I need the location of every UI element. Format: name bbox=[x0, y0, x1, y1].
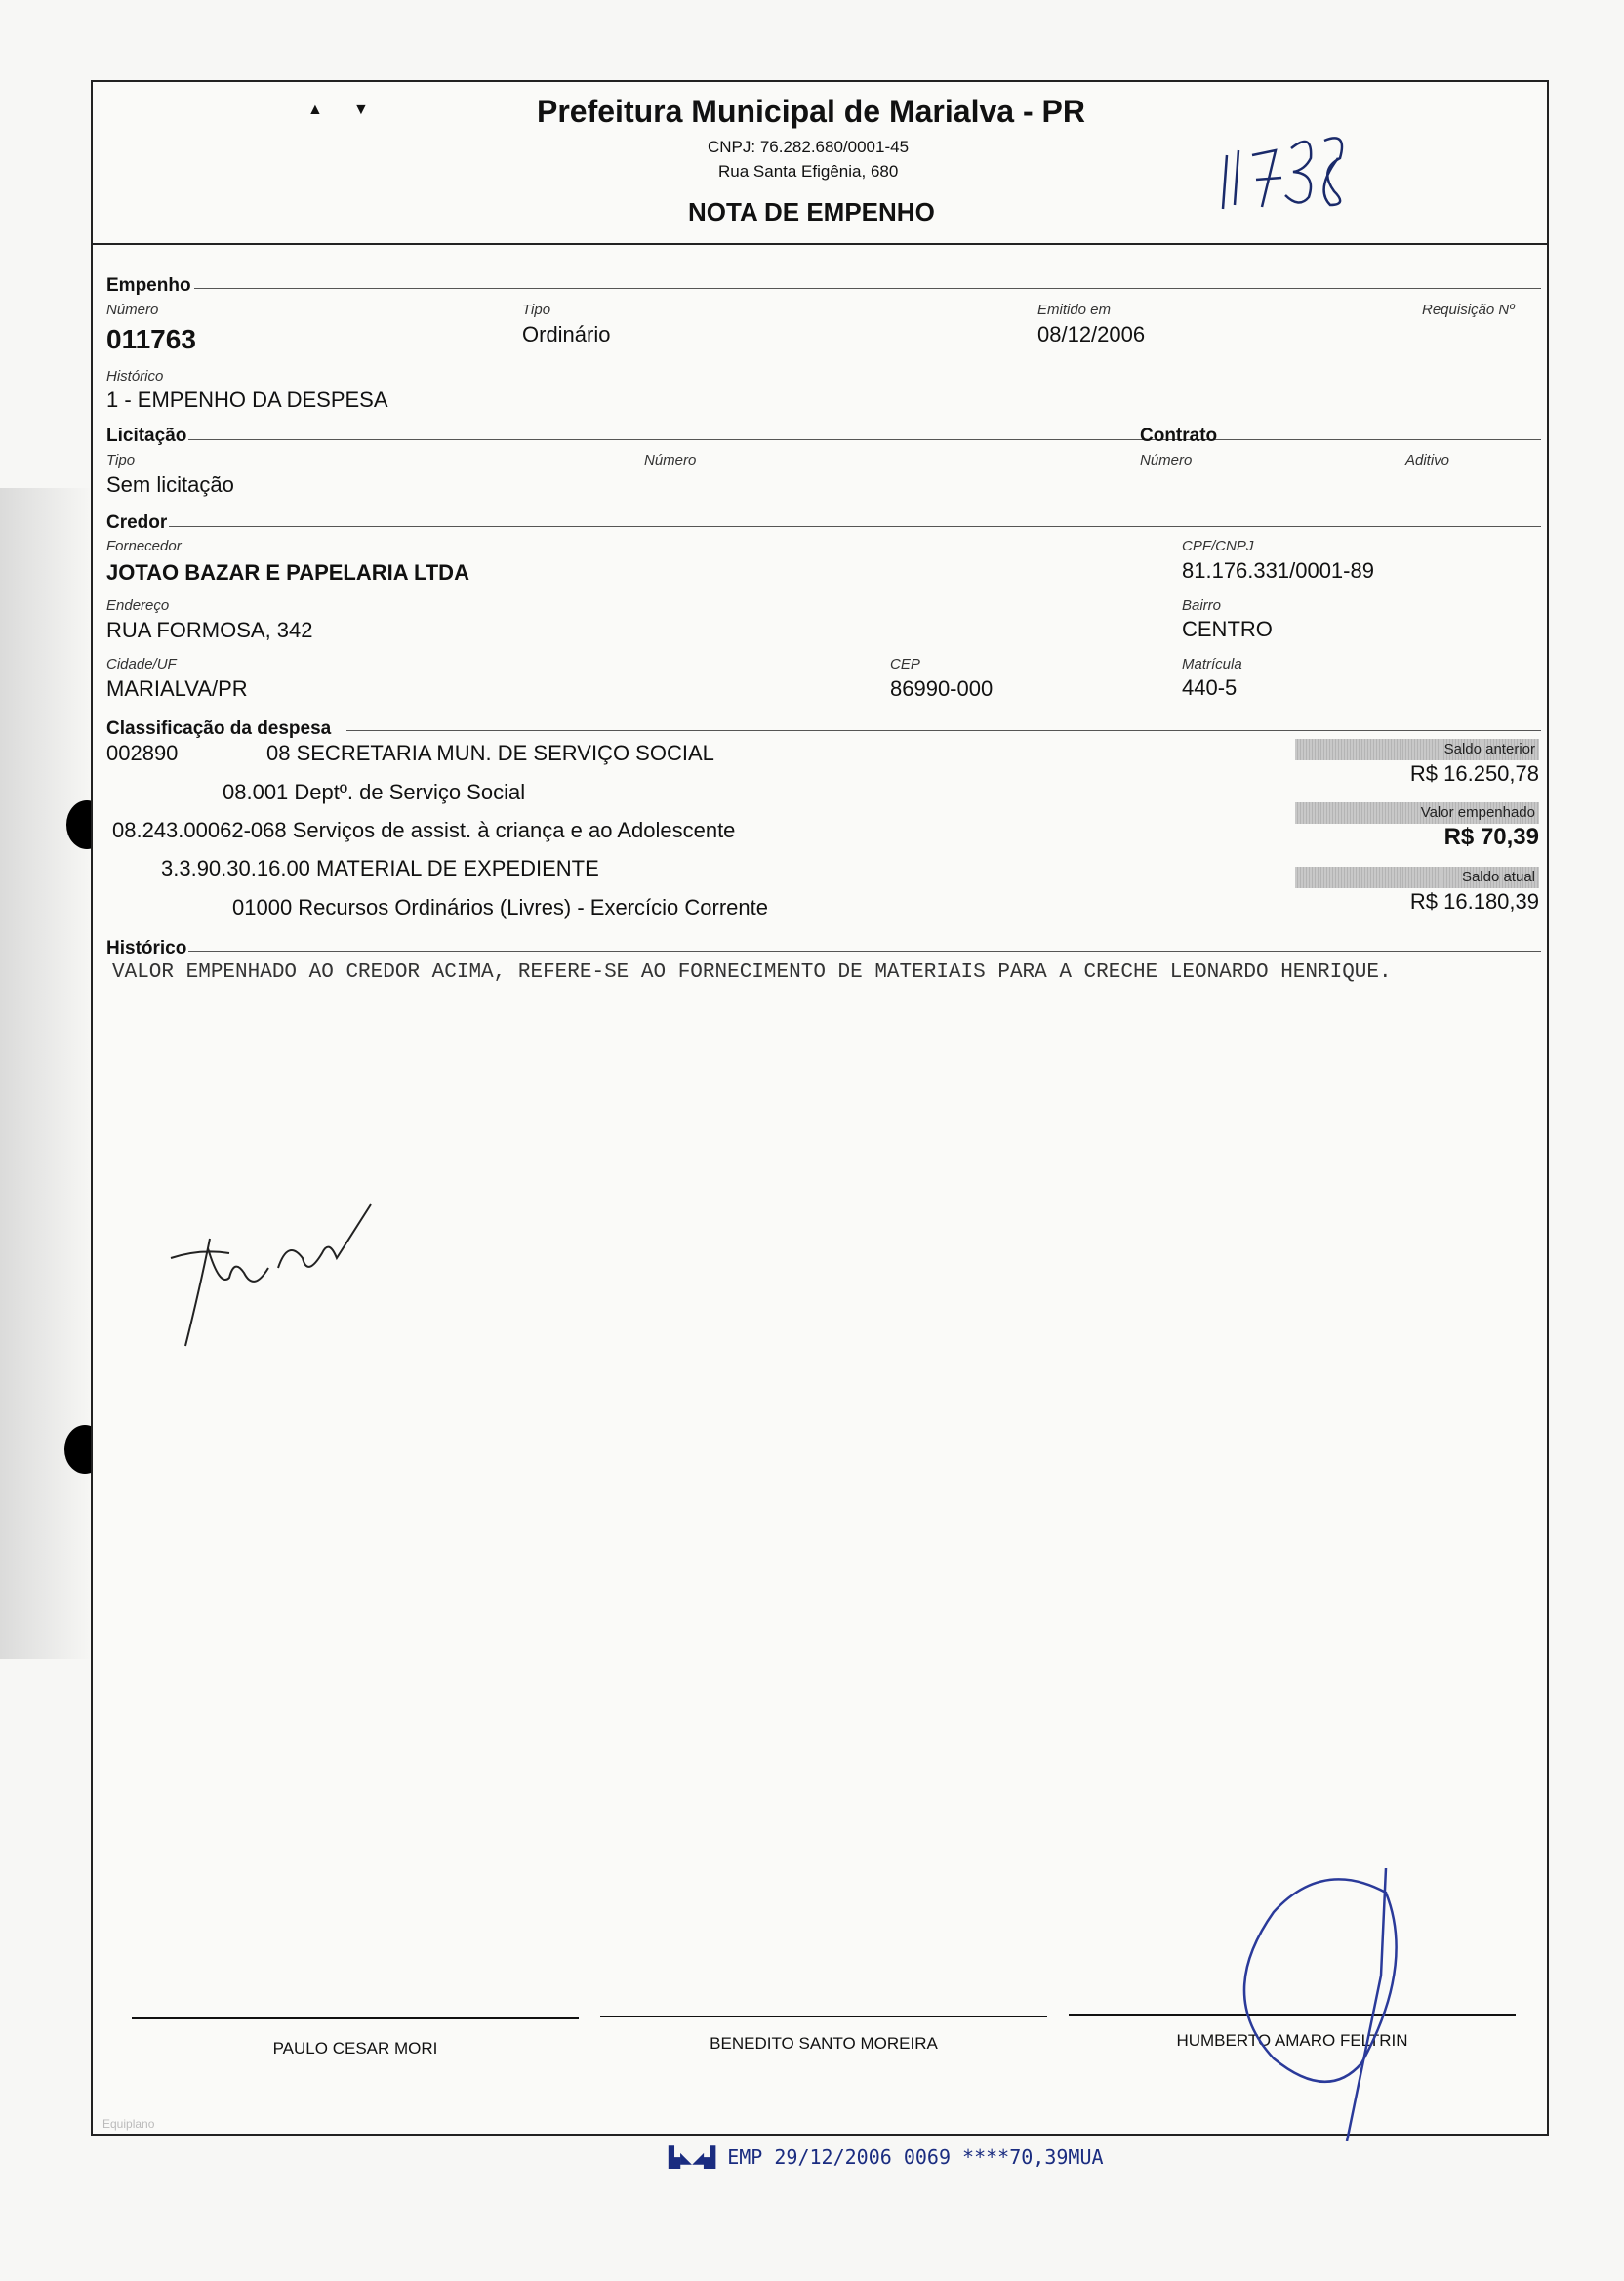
tipo-label: Tipo bbox=[522, 302, 551, 318]
divider bbox=[346, 730, 1541, 731]
classificacao-codigo: 002890 bbox=[106, 741, 179, 765]
historico-text: VALOR EMPENHADO AO CREDOR ACIMA, REFERE-SE AO FORNECIMENTO DE MATERIAIS PARA A CRECHE LEONARDO HENRIQUE. bbox=[112, 961, 1392, 984]
header-address: Rua Santa Efigênia, 680 bbox=[718, 162, 899, 181]
handwritten-number bbox=[1215, 111, 1352, 219]
divider bbox=[194, 288, 1541, 289]
requisicao-label: Requisição Nº bbox=[1422, 302, 1515, 318]
classificacao-recurso: 01000 Recursos Ordinários (Livres) - Exercício Corrente bbox=[232, 895, 768, 919]
matricula-label: Matrícula bbox=[1182, 656, 1242, 672]
empenho-tipo: Ordinário bbox=[522, 322, 611, 346]
cidade-label: Cidade/UF bbox=[106, 656, 177, 672]
emitido-label: Emitido em bbox=[1037, 302, 1112, 318]
fornecedor-label: Fornecedor bbox=[106, 538, 182, 554]
section-historico: Histórico bbox=[106, 938, 187, 958]
divider bbox=[188, 951, 1541, 952]
historico-label: Histórico bbox=[106, 368, 164, 385]
section-empenho: Empenho bbox=[106, 275, 191, 296]
saldo-anterior: R$ 16.250,78 bbox=[1409, 761, 1539, 786]
watermark: Equiplano bbox=[102, 2117, 155, 2131]
footer-stamp bbox=[669, 2145, 1104, 2169]
header-cnpj: CNPJ: 76.282.680/0001-45 bbox=[708, 138, 910, 156]
stamp-logo: ▙◣◢▟ bbox=[669, 2145, 728, 2169]
signature-name-1: PAULO CESAR MORI bbox=[272, 2039, 438, 2057]
credor-cep: 86990-000 bbox=[890, 676, 994, 701]
cep-label: CEP bbox=[890, 656, 920, 672]
classificacao-departamento: 08.001 Deptº. de Serviço Social bbox=[223, 780, 526, 804]
licitacao-tipo: Sem licitação bbox=[106, 472, 234, 497]
signature-line bbox=[132, 2017, 579, 2019]
licitacao-tipo-label: Tipo bbox=[106, 452, 136, 468]
handwritten-signature bbox=[161, 1200, 386, 1356]
saldo-atual: R$ 16.180,39 bbox=[1409, 889, 1539, 914]
scan-shadow bbox=[0, 488, 93, 1659]
credor-cpf: 81.176.331/0001-89 bbox=[1182, 558, 1374, 583]
valor-empenhado: R$ 70,39 bbox=[1443, 824, 1539, 850]
section-contrato: Contrato bbox=[1140, 426, 1218, 446]
numero-label: Número bbox=[106, 302, 159, 318]
valor-empenhado-label: Valor empenhado bbox=[1295, 802, 1539, 824]
bairro-label: Bairro bbox=[1182, 597, 1222, 614]
classificacao-elemento: 3.3.90.30.16.00 MATERIAL DE EXPEDIENTE bbox=[161, 856, 599, 880]
classificacao-programa: 08.243.00062-068 Serviços de assist. à criança e ao Adolescente bbox=[112, 818, 736, 842]
handwritten-signature bbox=[1191, 1839, 1435, 2141]
credor-fornecedor: JOTAO BAZAR E PAPELARIA LTDA bbox=[106, 560, 469, 585]
logo-mark: ▲ ▼ bbox=[307, 102, 369, 118]
signature-name-3: HUMBERTO AMARO FELTRIN bbox=[1176, 2031, 1408, 2050]
section-licitacao: Licitação bbox=[106, 426, 187, 446]
signature-name-2: BENEDITO SANTO MOREIRA bbox=[710, 2034, 938, 2053]
document-title: NOTA DE EMPENHO bbox=[688, 197, 935, 226]
empenho-emitido: 08/12/2006 bbox=[1037, 322, 1146, 346]
contrato-numero-label: Número bbox=[1140, 452, 1193, 468]
section-credor: Credor bbox=[106, 512, 168, 533]
classificacao-secretaria: 08 SECRETARIA MUN. DE SERVIÇO SOCIAL bbox=[266, 741, 714, 765]
credor-bairro: CENTRO bbox=[1182, 617, 1273, 641]
section-classificacao: Classificação da despesa bbox=[106, 718, 332, 739]
divider bbox=[1228, 439, 1541, 440]
credor-matricula: 440-5 bbox=[1182, 675, 1238, 700]
cpf-label: CPF/CNPJ bbox=[1182, 538, 1254, 554]
credor-cidade: MARIALVA/PR bbox=[106, 676, 248, 701]
nota-de-empenho-form bbox=[91, 80, 1549, 2136]
endereco-label: Endereço bbox=[106, 597, 170, 614]
contrato-aditivo-label: Aditivo bbox=[1405, 452, 1450, 468]
page-title: Prefeitura Municipal de Marialva - PR bbox=[537, 94, 1085, 129]
footer-stamp-text: EMP 29/12/2006 0069 ****70,39MUA bbox=[727, 2145, 1104, 2169]
divider bbox=[169, 526, 1541, 527]
empenho-numero: 011763 bbox=[106, 324, 196, 354]
signature-line bbox=[600, 2016, 1047, 2017]
divider bbox=[188, 439, 1233, 440]
saldo-atual-label: Saldo atual bbox=[1295, 867, 1539, 888]
empenho-historico: 1 - EMPENHO DA DESPESA bbox=[106, 387, 388, 412]
credor-endereco: RUA FORMOSA, 342 bbox=[106, 618, 313, 642]
saldo-anterior-label: Saldo anterior bbox=[1295, 739, 1539, 760]
licitacao-numero-label: Número bbox=[644, 452, 697, 468]
form-header bbox=[93, 82, 1547, 245]
